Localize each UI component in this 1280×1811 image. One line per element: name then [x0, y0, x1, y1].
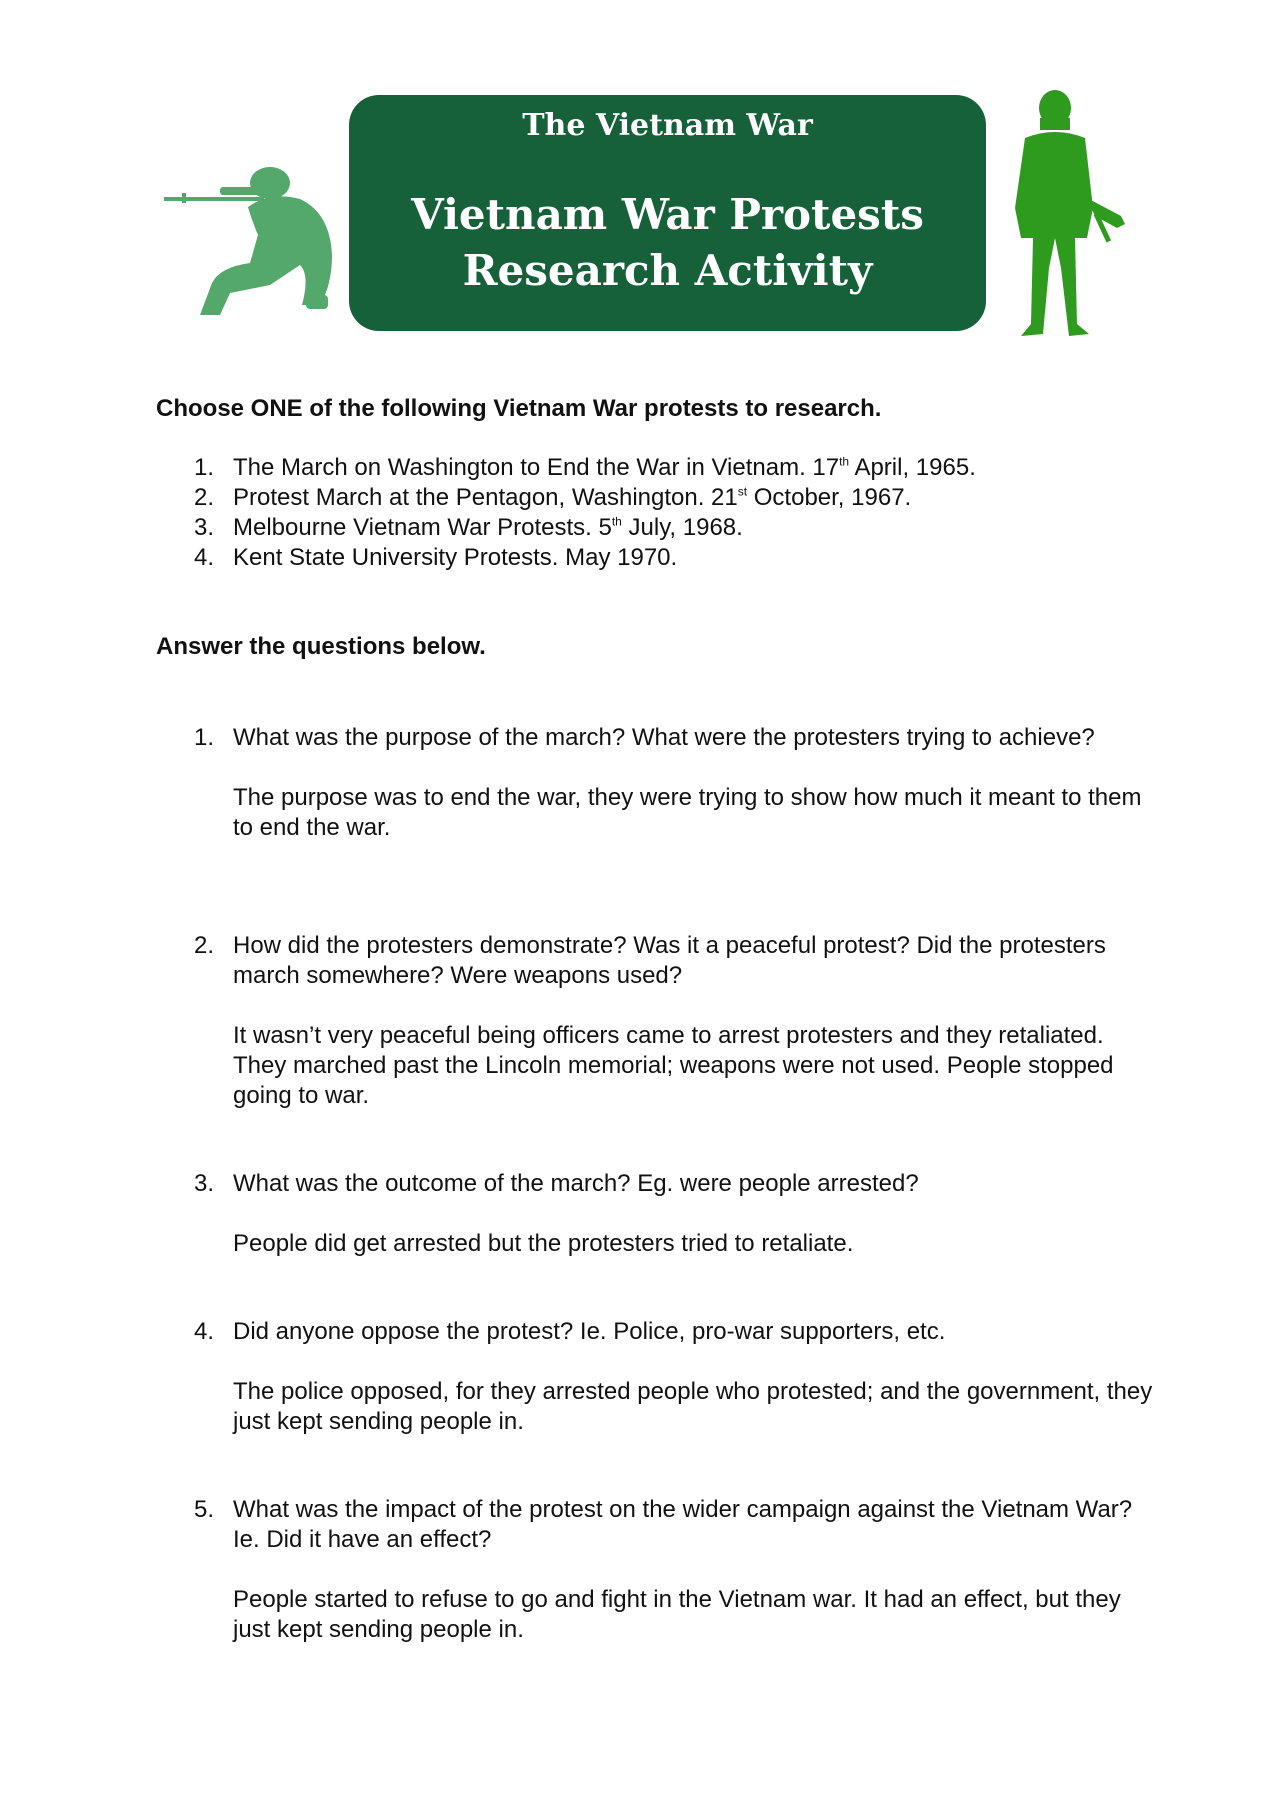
list-number: 2.: [194, 484, 215, 511]
list-item-tail: October, 1967.: [747, 484, 912, 511]
question: [194, 1495, 1156, 1555]
list-item-text: The March on Washington to End the War in Vietnam. 17: [233, 454, 840, 481]
question-text: What was the outcome of the march? Eg. were people arrested?: [233, 1170, 919, 1197]
list-item-tail: April, 1965.: [849, 454, 976, 481]
question-text: What was the purpose of the march? What were the protesters trying to achieve?: [233, 724, 1095, 751]
question-block-5: [156, 1495, 1156, 1645]
answer: The purpose was to end the war, they were trying to show how much it meant to them to end the war.: [233, 784, 1142, 841]
kneeling-soldier-icon: [160, 155, 340, 320]
list-item-text: Kent State University Protests. May 1970.: [233, 544, 678, 571]
intro-heading: Choose ONE of the following Vietnam War protests to research.: [156, 395, 882, 422]
question-text: How did the protesters demonstrate? Was it a peaceful protest? Did the protesters march somewhere? Were weapons used?: [233, 932, 1106, 989]
list-number: 4.: [194, 544, 215, 571]
question-block-1: [156, 723, 1156, 843]
answer: People did get arrested but the protesters tried to retaliate.: [233, 1230, 854, 1257]
protest-list: [156, 453, 1156, 573]
list-number: 1.: [194, 454, 215, 481]
answer: It wasn’t very peaceful being officers came to arrest protesters and they retaliated. They marched past the Lincoln memorial; weapons were not used. People stopped going to war.: [233, 1022, 1114, 1109]
header-title-line1: Vietnam War Protests: [411, 190, 924, 239]
question-number: 1.: [194, 724, 215, 751]
list-item-text: Protest March at the Pentagon, Washington. 21: [233, 484, 738, 511]
header-title-line2: Research Activity: [462, 246, 873, 295]
list-item: [156, 513, 1156, 543]
ordinal-suffix: th: [611, 514, 622, 529]
standing-soldier-icon: [995, 88, 1130, 343]
list-item: [156, 453, 1156, 483]
question-text: Did anyone oppose the protest? Ie. Police, pro-war supporters, etc.: [233, 1318, 946, 1345]
question-block-3: [156, 1169, 1156, 1259]
question-number: 3.: [194, 1170, 215, 1197]
question-block-4: [156, 1317, 1156, 1437]
header-subtitle: The Vietnam War: [522, 108, 813, 143]
list-item-tail: July, 1968.: [621, 514, 743, 541]
ordinal-suffix: st: [737, 484, 748, 499]
question-block-2: [156, 931, 1156, 1111]
answer: The police opposed, for they arrested people who protested; and the government, they just kept sending people in.: [233, 1378, 1153, 1435]
question-number: 4.: [194, 1318, 215, 1345]
ordinal-suffix: th: [839, 454, 850, 469]
header-title: [349, 187, 986, 299]
list-item-text: Melbourne Vietnam War Protests. 5: [233, 514, 612, 541]
list-item: [156, 543, 1156, 573]
question: [194, 931, 1156, 991]
question-number: 5.: [194, 1496, 215, 1523]
list-item: [156, 483, 1156, 513]
question-text: What was the impact of the protest on the wider campaign against the Vietnam War? Ie. Did it have an effect?: [233, 1496, 1133, 1553]
question-number: 2.: [194, 932, 215, 959]
questions-heading: Answer the questions below.: [156, 633, 486, 660]
question: [194, 1317, 1156, 1347]
answer: People started to refuse to go and fight in the Vietnam war. It had an effect, but they just kept sending people in.: [233, 1586, 1121, 1643]
question: [194, 723, 1156, 753]
header-banner: [349, 95, 986, 331]
list-number: 3.: [194, 514, 215, 541]
question: [194, 1169, 1156, 1199]
